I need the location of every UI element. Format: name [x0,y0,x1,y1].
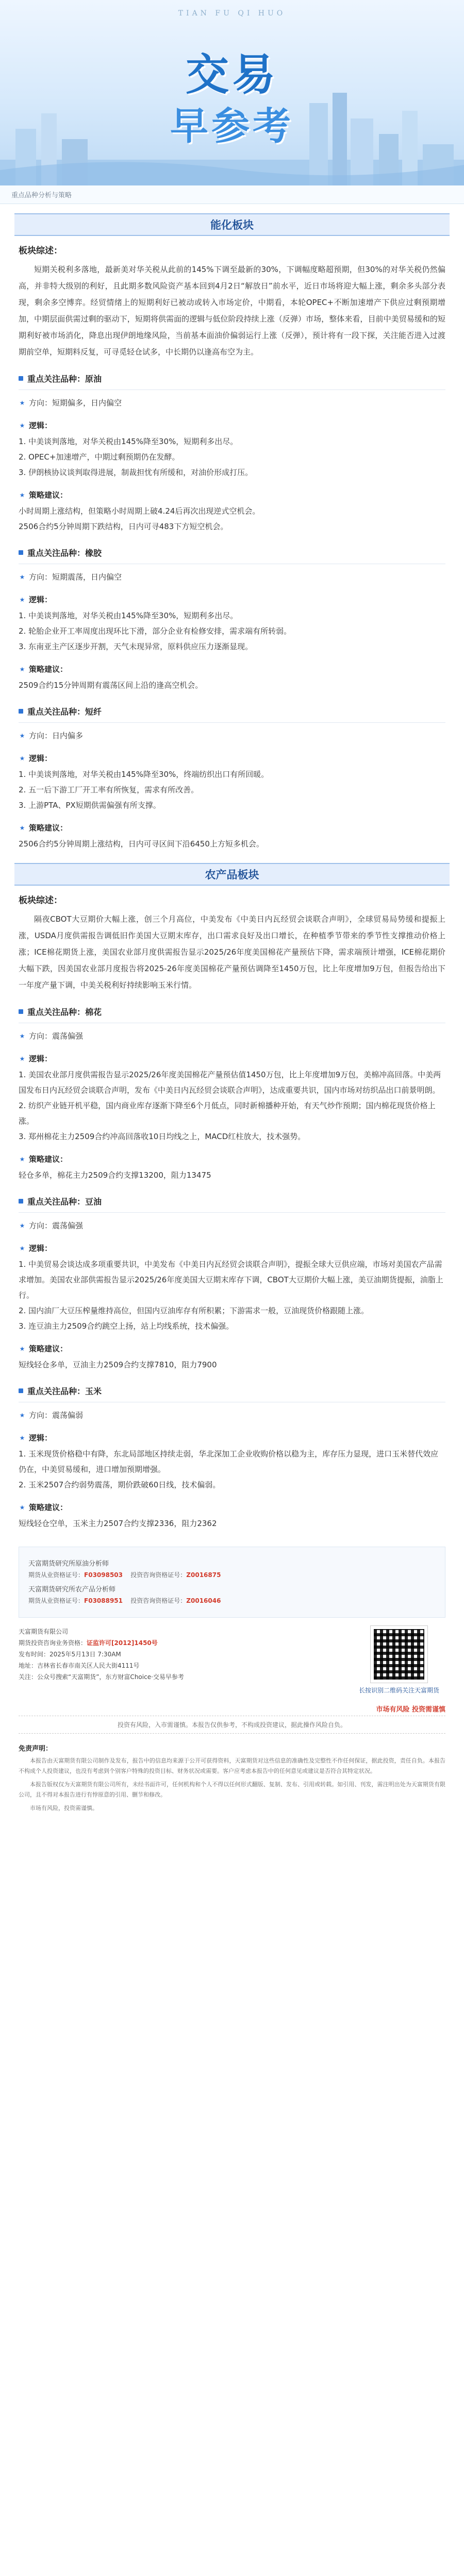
focus-product-label: 重点关注品种：橡胶 [27,548,102,558]
star-icon: ★ [19,1503,25,1511]
banner-watermark: TIAN FU QI HUO [178,9,286,18]
direction-text: 方向：震荡偏强 [29,1221,84,1230]
square-bullet-icon [19,550,23,555]
energy-section [0,243,464,852]
logic-item: 1. 中美谈判落地，对华关税由145%降至30%，短期利多出尽。 [19,611,238,620]
banner-subtitle: 重点品种分析与策略 [0,185,464,204]
city-skyline-illustration [0,82,464,185]
approval-number: 证监许可[2012]1450号 [87,1639,158,1647]
strategy-label: 策略建议： [29,1344,68,1353]
logic-label: 逻辑： [29,1433,53,1443]
energy-overview-text: 短期关税利多落地，最新美对华关税从此前的145%下调至最新的30%，下调幅度略超预期，但30%的对华关税仍然偏高，并非特大级别的利好，且此期多数风险资产基本回到4月2日“解放日”前水平，近日市场将迎大幅上涨，剩余多头部分表现，剩余多空博弈。经贸情绪上的短期利好已被动或转入市场定价，中期看，本轮OPEC+不断加速增产下供应过剩预期增加，中期层面供需过剩的驱动下，短期将供需面的逻辑与低位阶段持续上涨（反弹）市场，整体来看，目前中美贸易缓和的短期利好被市场消化，降息出现伊朗地缘风险，当前基本面油价偏弱运行上涨（反弹），预计将有一段下探，关注能否进入过渡期前空单，短期料反复，可寻觅轻仓试多，中长期仍以逢高布空为主。 [19,265,445,357]
strategy-item: 2509合约15分钟周期有震荡区间上沿的逢高空机会。 [19,681,203,690]
direction-text: 方向：震荡偏强 [29,1031,84,1041]
analyst-org: 天富期货研究所农产品分析师 [28,1586,116,1594]
logic-item: 1. 美国农业部月度供需报告显示2025/26年度美国棉花产量预估值1450万包，比上年度增加9万包，美棉冲高回落。中美两国发布日内瓦经贸会谈联合声明，发布《中美日内瓦经贸会谈联合声明》，达成重要共识，国内市场对纺织品出口前景明朗。 [19,1070,441,1095]
logic-item: 1. 中美谈判落地，对华关税由145%降至30%，短期利多出尽。 [19,437,238,446]
logic-item: 3. 连豆油主力2509合约跳空上扬，站上均线系统，技术偏强。 [19,1321,234,1331]
focus-product-corn [19,1385,445,1402]
star-icon: ★ [19,732,25,739]
disclaimer [19,1743,445,1814]
logic-label: 逻辑： [29,421,53,430]
star-icon: ★ [19,573,25,581]
logic-item: 3. 上游PTA、PX短期供需偏强有所支撑。 [19,801,161,810]
logic-item: 2. OPEC+加速增产，中期过剩预期仍在发酵。 [19,452,180,462]
strategy-label: 策略建议： [29,490,68,500]
qr-block [353,1626,445,1694]
cert-number: F03098503 [84,1571,123,1579]
logic-item: 3. 东南亚主产区逐步开割，天气未现异常，原料供应压力逐渐显现。 [19,642,253,651]
product-direction [19,1408,445,1423]
logic-item: 2. 玉米2507合约弱势震荡，期价跌破60日线，技术偏弱。 [19,1480,221,1489]
logic-item: 1. 玉米现货价格稳中有降，东北局部地区持续走弱，华北深加工企业收购价格以稳为主，库存压力显现，进口玉米替代效应仍在，中美贸易缓和，进口增加预期增强。 [19,1449,439,1474]
analyst-contact [28,1558,436,1580]
logic-heading [19,753,445,764]
section-header-agri: 农产品板块 [14,863,450,886]
logic-heading [19,1053,445,1064]
strategy-heading [19,664,445,674]
disclaimer-title: 免责声明： [19,1745,53,1753]
star-icon: ★ [19,1032,25,1040]
strategy-heading [19,1502,445,1513]
strategy-item: 短线轻仓空单，玉米主力2507合约支撑2336，阻力2362 [19,1519,217,1528]
star-icon: ★ [19,824,25,832]
focus-product-label: 重点关注品种：豆油 [27,1197,102,1207]
direction-text: 方向：短期震荡，日内偏空 [29,572,122,582]
square-bullet-icon [19,709,23,714]
logic-label: 逻辑： [29,1244,53,1253]
company-approval [19,1637,353,1649]
strategy-item: 小时周期上涨结构，但策略小时周期上破4.24后再次出现逆式空机会。 [19,506,260,516]
logic-heading [19,420,445,431]
product-direction [19,395,445,411]
disclaimer-paragraph: 本报告由天富期货有限公司制作及发布，报告中的信息均来源于公开可获得资料，天富期货对这些信息的准确性及完整性不作任何保证，据此投资，责任自负。本报告不构成个人投资建议，也没有考虑到个别客户特殊的投资目标、财务状况或需要。客户应考虑本报告中的任何意见或建议是否符合其特定状况。 [19,1757,445,1774]
star-icon: ★ [19,665,25,673]
logic-heading [19,1243,445,1253]
analyst-contact-box [19,1547,445,1618]
strategy-label: 策略建议： [29,1155,68,1164]
energy-overview-label: 板块综述： [19,246,62,256]
product-direction [19,728,445,743]
company-info [19,1626,353,1694]
square-bullet-icon [19,376,23,381]
disclaimer-paragraph: 本报告版权仅为天富期货有限公司所有，未经书面许可，任何机构和个人不得以任何形式翻版、复制、发布、引用或转载。如引用、刊发，需注明出处为天富期货有限公司，且不得对本报告进行有悖原意的引用、删节和修改。 [19,1781,445,1798]
logic-item: 2. 纺织产业链开机平稳，国内商业库存逐渐下降至6个月低点，同时新棉播种开始，有天气炒作预期；国内棉花现货价格上涨。 [19,1101,436,1126]
strategy-heading [19,822,445,833]
cert-number: F03088951 [84,1597,123,1604]
star-icon: ★ [19,1155,25,1163]
logic-label: 逻辑： [29,754,53,763]
star-icon: ★ [19,596,25,603]
star-icon: ★ [19,1222,25,1229]
approval-prefix: 期货投资咨询业务资格： [19,1639,87,1647]
logic-heading [19,594,445,605]
company-address: 地址：吉林省长春市南关区人民大街4111号 [19,1662,140,1669]
focus-product-crude [19,372,445,390]
cert-prefix: 期货从业资格证号： [28,1597,85,1604]
strategy-label: 策略建议： [29,665,68,674]
logic-item: 2. 五一后下游工厂开工率有所恢复，需求有所改善。 [19,785,199,794]
direction-text: 方向：短期偏多，日内偏空 [29,398,122,408]
strategy-label: 策略建议： [29,1503,68,1512]
direction-text: 方向：日内偏多 [29,731,84,740]
logic-item: 1. 中美谈判落地，对华关税由145%降至30%，终端纺织出口有所回暖。 [19,770,269,779]
logic-item: 2. 国内油厂大豆压榨量维持高位，但国内豆油库存有所积累；下游需求一般，豆油现货价格跟随上涨。 [19,1306,369,1315]
square-bullet-icon [19,1388,23,1393]
square-bullet-icon [19,1199,23,1204]
analyst-cert [28,1596,221,1606]
analyst-org: 天富期货研究所原油分析师 [28,1560,109,1568]
logic-item: 3. 郑州棉花主力2509合约冲高回落收10日均线之上，MACD红柱放大，技术强势。 [19,1132,306,1141]
focus-product-cotton [19,1006,445,1023]
follow-line: 关注：公众号搜索“天富期货”，东方财富Choice·交易早参考 [19,1673,184,1681]
focus-product-rubber [19,547,445,564]
focus-product-label: 重点关注品种：棉花 [27,1007,102,1017]
strategy-heading [19,489,445,500]
focus-product-soybean-oil [19,1195,445,1213]
cert-prefix: 期货从业资格证号： [28,1571,85,1579]
company-name: 天富期货有限公司 [19,1628,69,1635]
product-direction [19,1028,445,1044]
square-bullet-icon [19,1009,23,1014]
star-icon: ★ [19,1412,25,1419]
star-icon: ★ [19,491,25,499]
disclaimer-paragraph: 市场有风险，投资需谨慎。 [30,1805,98,1811]
footer-meta [19,1626,445,1694]
banner-title-line1: 交易 [185,49,278,100]
strategy-heading [19,1154,445,1164]
logic-item: 2. 轮胎企业开工率周度出现环比下滑，部分企业有检修安排，需求端有所转弱。 [19,626,292,636]
direction-text: 方向：震荡偏弱 [29,1411,84,1420]
banner-title-line2: 早参考 [170,104,294,148]
invest-prefix: 投资咨询资格证号： [130,1597,187,1604]
strategy-label: 策略建议： [29,823,68,833]
star-icon: ★ [19,421,25,429]
logic-item: 3. 伊朗核协议谈判取得进展，制裁担忧有所缓和，对油价形成打压。 [19,468,253,477]
header-banner [0,0,464,185]
focus-product-staple-fiber [19,705,445,723]
agri-overview-label: 板块综述： [19,895,62,906]
star-icon: ★ [19,1244,25,1252]
focus-product-label: 重点关注品种：玉米 [27,1386,102,1396]
star-icon: ★ [19,1345,25,1352]
invest-prefix: 投资咨询资格证号： [130,1571,187,1579]
star-icon: ★ [19,754,25,762]
analyst-contact [28,1584,436,1606]
focus-product-label: 重点关注品种：短纤 [27,707,102,717]
logic-item: 1. 中美贸易会谈达成多项重要共识，中美发布《中美日内瓦经贸会谈联合声明》，提振全球大豆供应端，市场对美国农产品需求增加。美国农业部供需报告显示2025/26年度美国大豆期末库存下调，CBOT大豆期价大幅上涨，美豆油期货提振，油脂上行。 [19,1260,443,1300]
star-icon: ★ [19,399,25,406]
strategy-item: 2506合约5分钟周期上涨结构，日内可寻区间下沿6450上方短多机会。 [19,839,264,849]
strategy-item: 2506合约5分钟周期下跌结构，日内可寻483下方短空机会。 [19,522,228,531]
analyst-cert [28,1570,221,1580]
invest-number: Z0016046 [186,1597,221,1604]
strategy-item: 短线轻仓多单，豆油主力2509合约支撑7810，阻力7900 [19,1360,217,1369]
product-direction [19,569,445,585]
risk-slogan: 市场有风险 投资需谨慎 [376,1706,445,1714]
strategy-item: 轻仓多单，棉花主力2509合约支撑13200，阻力13475 [19,1171,211,1180]
strategy-heading [19,1343,445,1354]
agri-overview-text: 隔夜CBOT大豆期价大幅上涨，创三个月高位，中美发布《中美日内瓦经贸会谈联合声明》，全球贸易局势缓和提振上涨，USDA月度供需报告调低旧作美国大豆期末库存，出口需求良好及出口增长，在种植季节带来的季节性支撑推动价格上涨；ICE棉花期货上涨，美国农业部月度供需报告显示2025/26年度美国棉花产量预估下降，需求端预计增强，ICE棉花期价大幅下跌，因美国农业部月度报告将2025-26年度美国棉花产量预估调降至1450万包，比上年度增加9万包，但报告给出下一年度产量下调，中美关税利好持续影响玉米行情。 [19,914,445,990]
agri-section [0,893,464,1531]
qr-code-icon[interactable] [371,1626,427,1683]
focus-product-label: 重点关注品种：原油 [27,374,102,384]
star-icon: ★ [19,1055,25,1062]
star-icon: ★ [19,1434,25,1442]
publish-time: 发布时间：2025年5月13日 7:30AM [19,1651,121,1658]
logic-heading [19,1432,445,1443]
logic-label: 逻辑： [29,1054,53,1063]
qr-caption: 长按识别二维码关注天富期货 [358,1687,439,1694]
invest-number: Z0016875 [186,1571,221,1579]
logic-label: 逻辑： [29,595,53,604]
risk-notice: 投资有风险，入市需谨慎。本报告仅供参考，不构成投资建议，据此操作风险自负。 [19,1716,445,1734]
product-direction [19,1218,445,1233]
section-header-energy: 能化板块 [14,213,450,236]
